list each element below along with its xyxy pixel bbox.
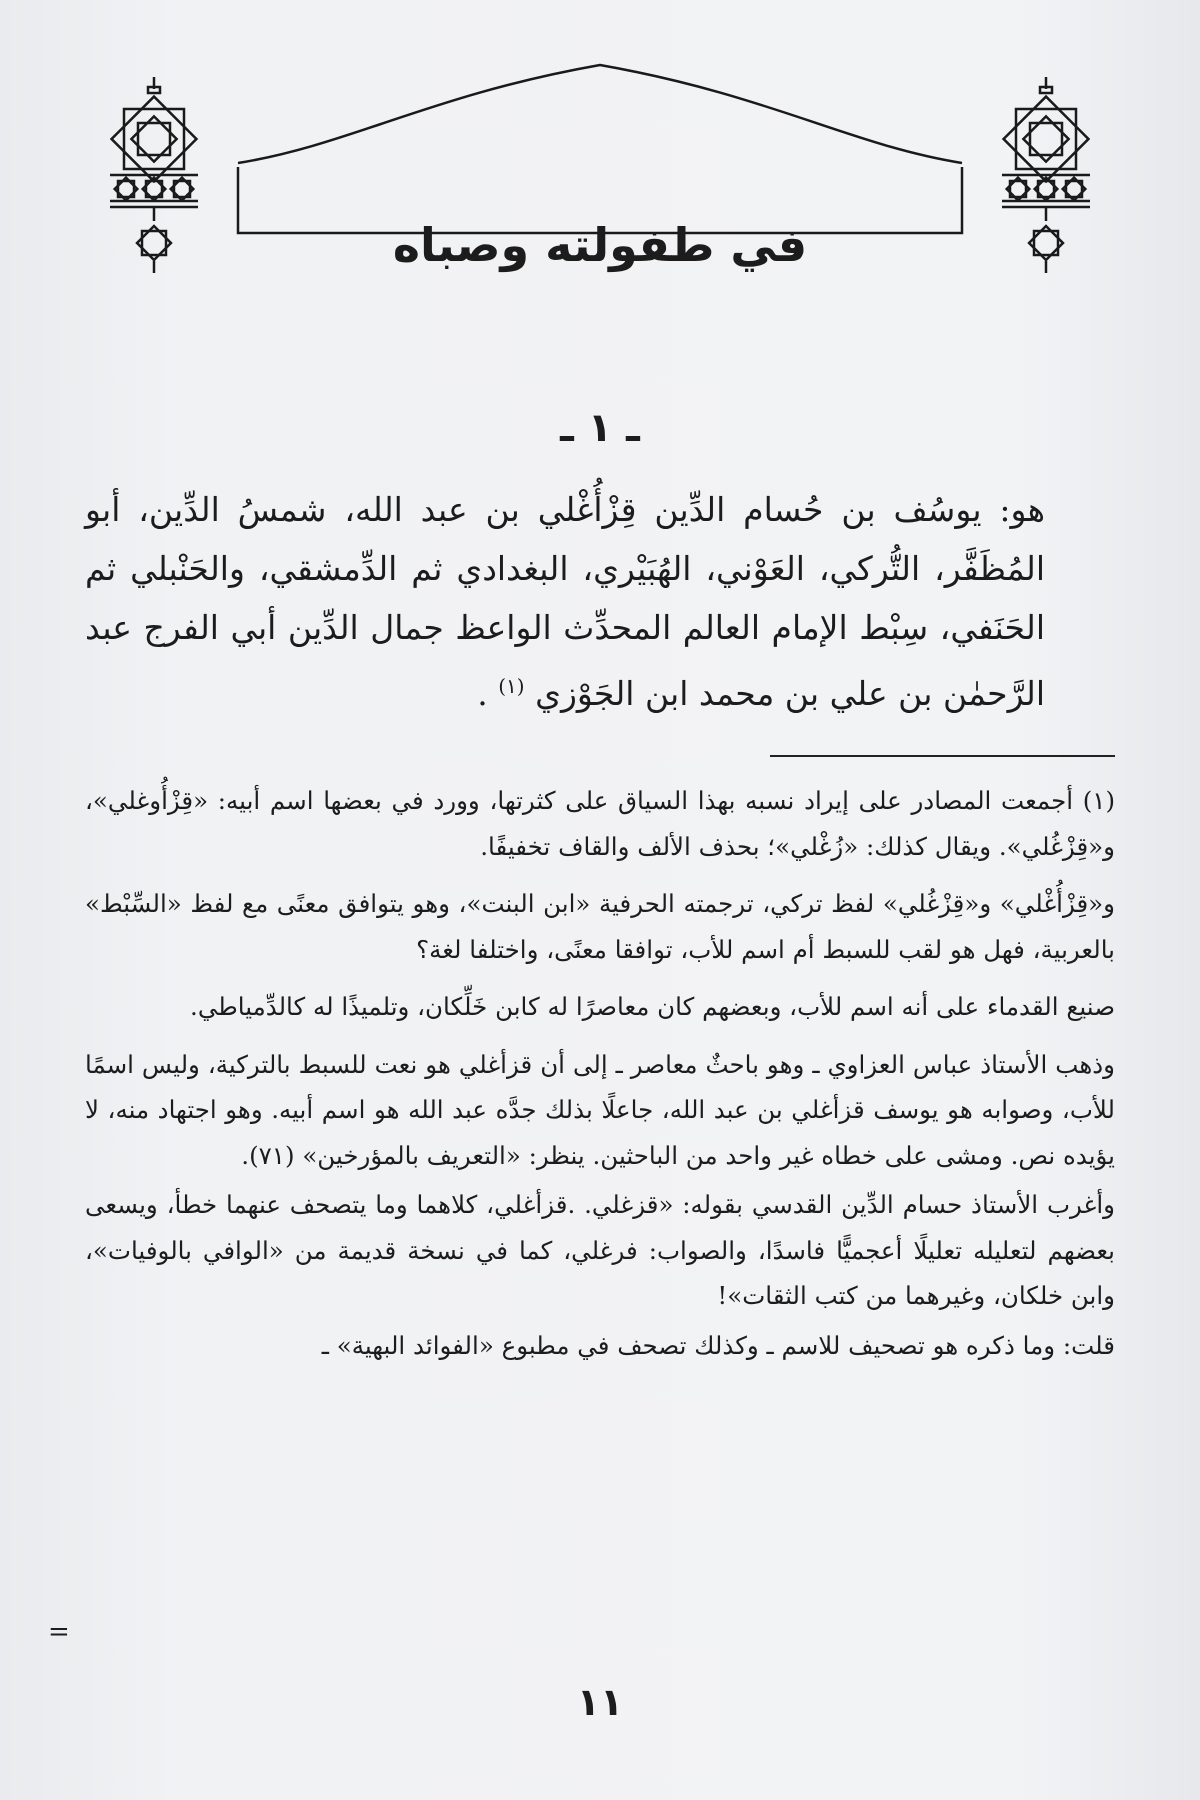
chapter-title: في طفولته وصباه xyxy=(392,218,808,272)
footnote-paragraph: وذهب الأستاذ عباس العزاوي ـ وهو باحثٌ معاصر ـ إلى أن قزأغلي هو نعت للسبط بالتركية، وليس اسمًا للأب، وصوابه هو يوسف قزأغلي بن عبد الله، جاعلًا بذلك جدَّه عبد الله هو اسم أبيه. وهو اجتهاد منه، لا يؤيده نص. ومشى على خطاه غير واحد من الباحثين. ينظر: «التعريف بالمؤرخين» (٧١). xyxy=(85,1049,1115,1170)
footnote-paragraph: صنيع القدماء على أنه اسم للأب، وبعضهم كان معاصرًا له كابن خَلِّكان، وتلميذًا له كالدِّمياطي. xyxy=(190,992,1115,1021)
page-number: ١١ xyxy=(576,1680,624,1724)
section-number: ـ ١ ـ xyxy=(560,405,640,451)
footnote-separator xyxy=(770,755,1115,757)
main-paragraph-text: هو: يوسُف بن حُسام الدِّين قِزْأُغْلي بن عبد الله، شمسُ الدِّين، أبو المُظَفَّر، التُّركي، العَوْني، الهُبَيْري، البغدادي ثم الدِّمشقي، والحَنْبلي ثم الحَنَفي، سِبْط الإمام العالم المحدِّث الواعظ جمال الدِّين أبي الفرج عبد الرَّحمٰن بن علي بن محمد ابن الجَوْزي xyxy=(85,490,1045,713)
footnote-paragraph: قلت: وما ذكره هو تصحيف للاسم ـ وكذلك تصحف في مطبوع «الفوائد البهية» ـ xyxy=(321,1330,1115,1360)
footnote-reference[interactable]: (١) xyxy=(498,674,525,698)
main-text-block xyxy=(85,480,1115,723)
left-star-ornament-icon xyxy=(110,77,198,273)
continuation-mark: = xyxy=(48,1617,70,1647)
main-paragraph-end: . xyxy=(477,674,488,713)
footnote-paragraph: (١) أجمعت المصادر على إيراد نسبه بهذا السياق على كثرتها، وورد في بعضها اسم أبيه: «قِزْأُوغلي»، و«قِزْغُلي». ويقال كذلك: «زُغْلي»؛ بحذف الألف والقاف تخفيفًا. xyxy=(85,786,1115,861)
footnote-paragraph: وأغرب الأستاذ حسام الدِّين القدسي بقوله: «قزغلي. .قزأغلي، كلاهما وما يتصحف عنهما خطأ، ويسعى بعضهم لتعليله تعليلًا أعجميًّا فاسدًا، والصواب: فرغلي، كما في نسخة قديمة من «الوافي بالوفيات»، وابن خلكان، وغيرهما من كتب الثقات»! xyxy=(85,1190,1115,1310)
footnote-paragraph: و«قِزْأُغْلي» و«قِزْغُلي» لفظ تركي، ترجمته الحرفية «ابن البنت»، وهو يتوافق معنًى مع لفظ «السِّبْط» بالعربية، فهل هو لقب للسبط أم اسم للأب، توافقا معنًى، واختلفا لغة؟ xyxy=(85,889,1115,964)
main-paragraph xyxy=(85,480,1115,723)
footnotes-block xyxy=(85,778,1115,1380)
ornamental-header-frame xyxy=(110,55,1090,320)
right-star-ornament-icon xyxy=(1002,77,1090,273)
